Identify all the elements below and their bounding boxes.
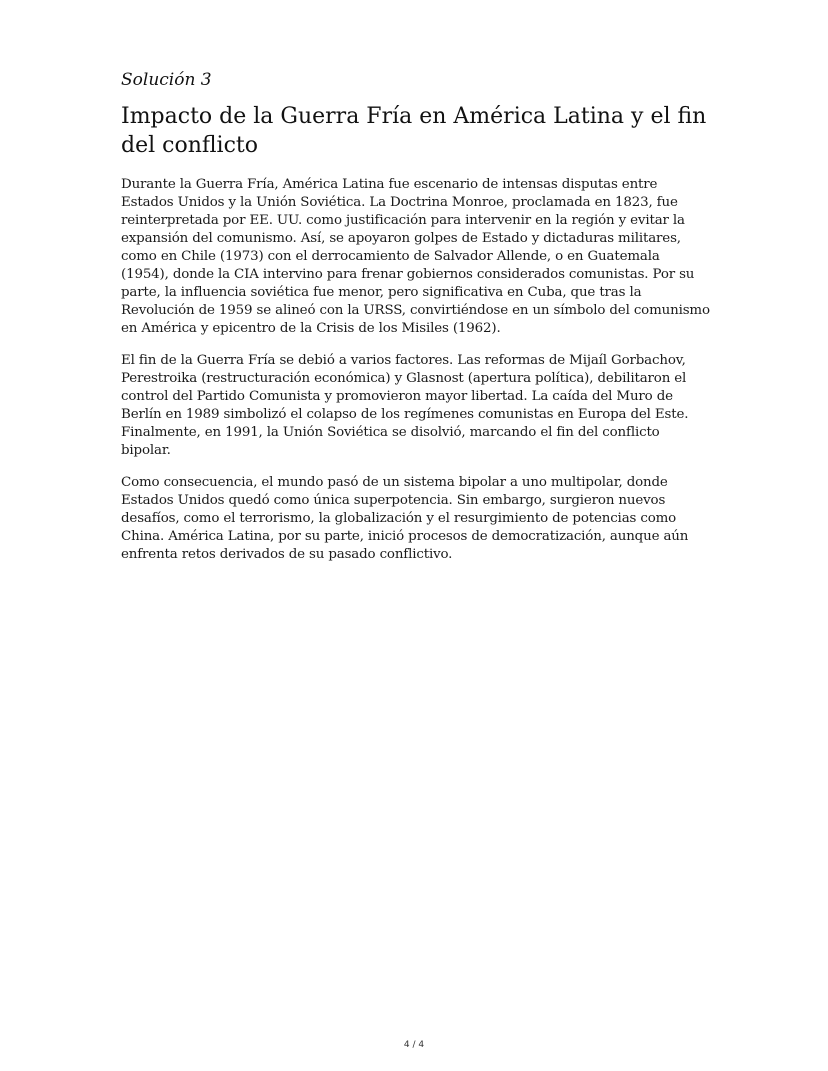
solution-label: Solución 3 — [121, 70, 212, 90]
document-title: Impacto de la Guerra Fría en América Latina y el fin del conflicto — [121, 104, 707, 158]
document-page — [121, 70, 711, 578]
paragraph-cold-war-latin-america: Durante la Guerra Fría, América Latina fue escenario de intensas disputas entre Estados Unidos y la Unión Soviética. La Doctrina Monroe, proclamada en 1823, fue reinterpretada por EE. UU. como justificación para intervenir en la región y evitar la expansión del comunismo. Así, se apoyaron golpes de Estado y dictaduras militares, como en Chile (1973) con el derrocamiento de Salvador Allende, o en Guatemala (1954), donde la CIA intervino para frenar gobiernos considerados comunistas. Por su parte, la influencia soviética fue menor, pero significativa en Cuba, que tras la Revolución de 1959 se alineó con la URSS, convirtiéndose en un símbolo del comunismo en América y epicentro de la Crisis de los Misiles (1962). — [121, 177, 710, 336]
page-number: 4 / 4 — [403, 1040, 425, 1050]
paragraph-consequences: Como consecuencia, el mundo pasó de un sistema bipolar a uno multipolar, donde Estados Unidos quedó como única superpotencia. Sin embargo, surgieron nuevos desafíos, como el terrorismo, la globalización y el resurgimiento de potencias como China. América Latina, por su parte, inició procesos de democratización, aunque aún enfrenta retos derivados de su pasado conflictivo. — [121, 475, 689, 562]
paragraph-end-of-cold-war: El fin de la Guerra Fría se debió a varios factores. Las reformas de Mijaíl Gorbachov, Perestroika (restructuración económica) y Glasnost (apertura política), debilitaron el control del Partido Comunista y promovieron mayor libertad. La caída del Muro de Berlín en 1989 simbolizó el colapso de los regímenes comunistas en Europa del Este. Finalmente, en 1991, la Unión Soviética se disolvió, marcando el fin del conflicto bipolar. — [121, 353, 689, 458]
